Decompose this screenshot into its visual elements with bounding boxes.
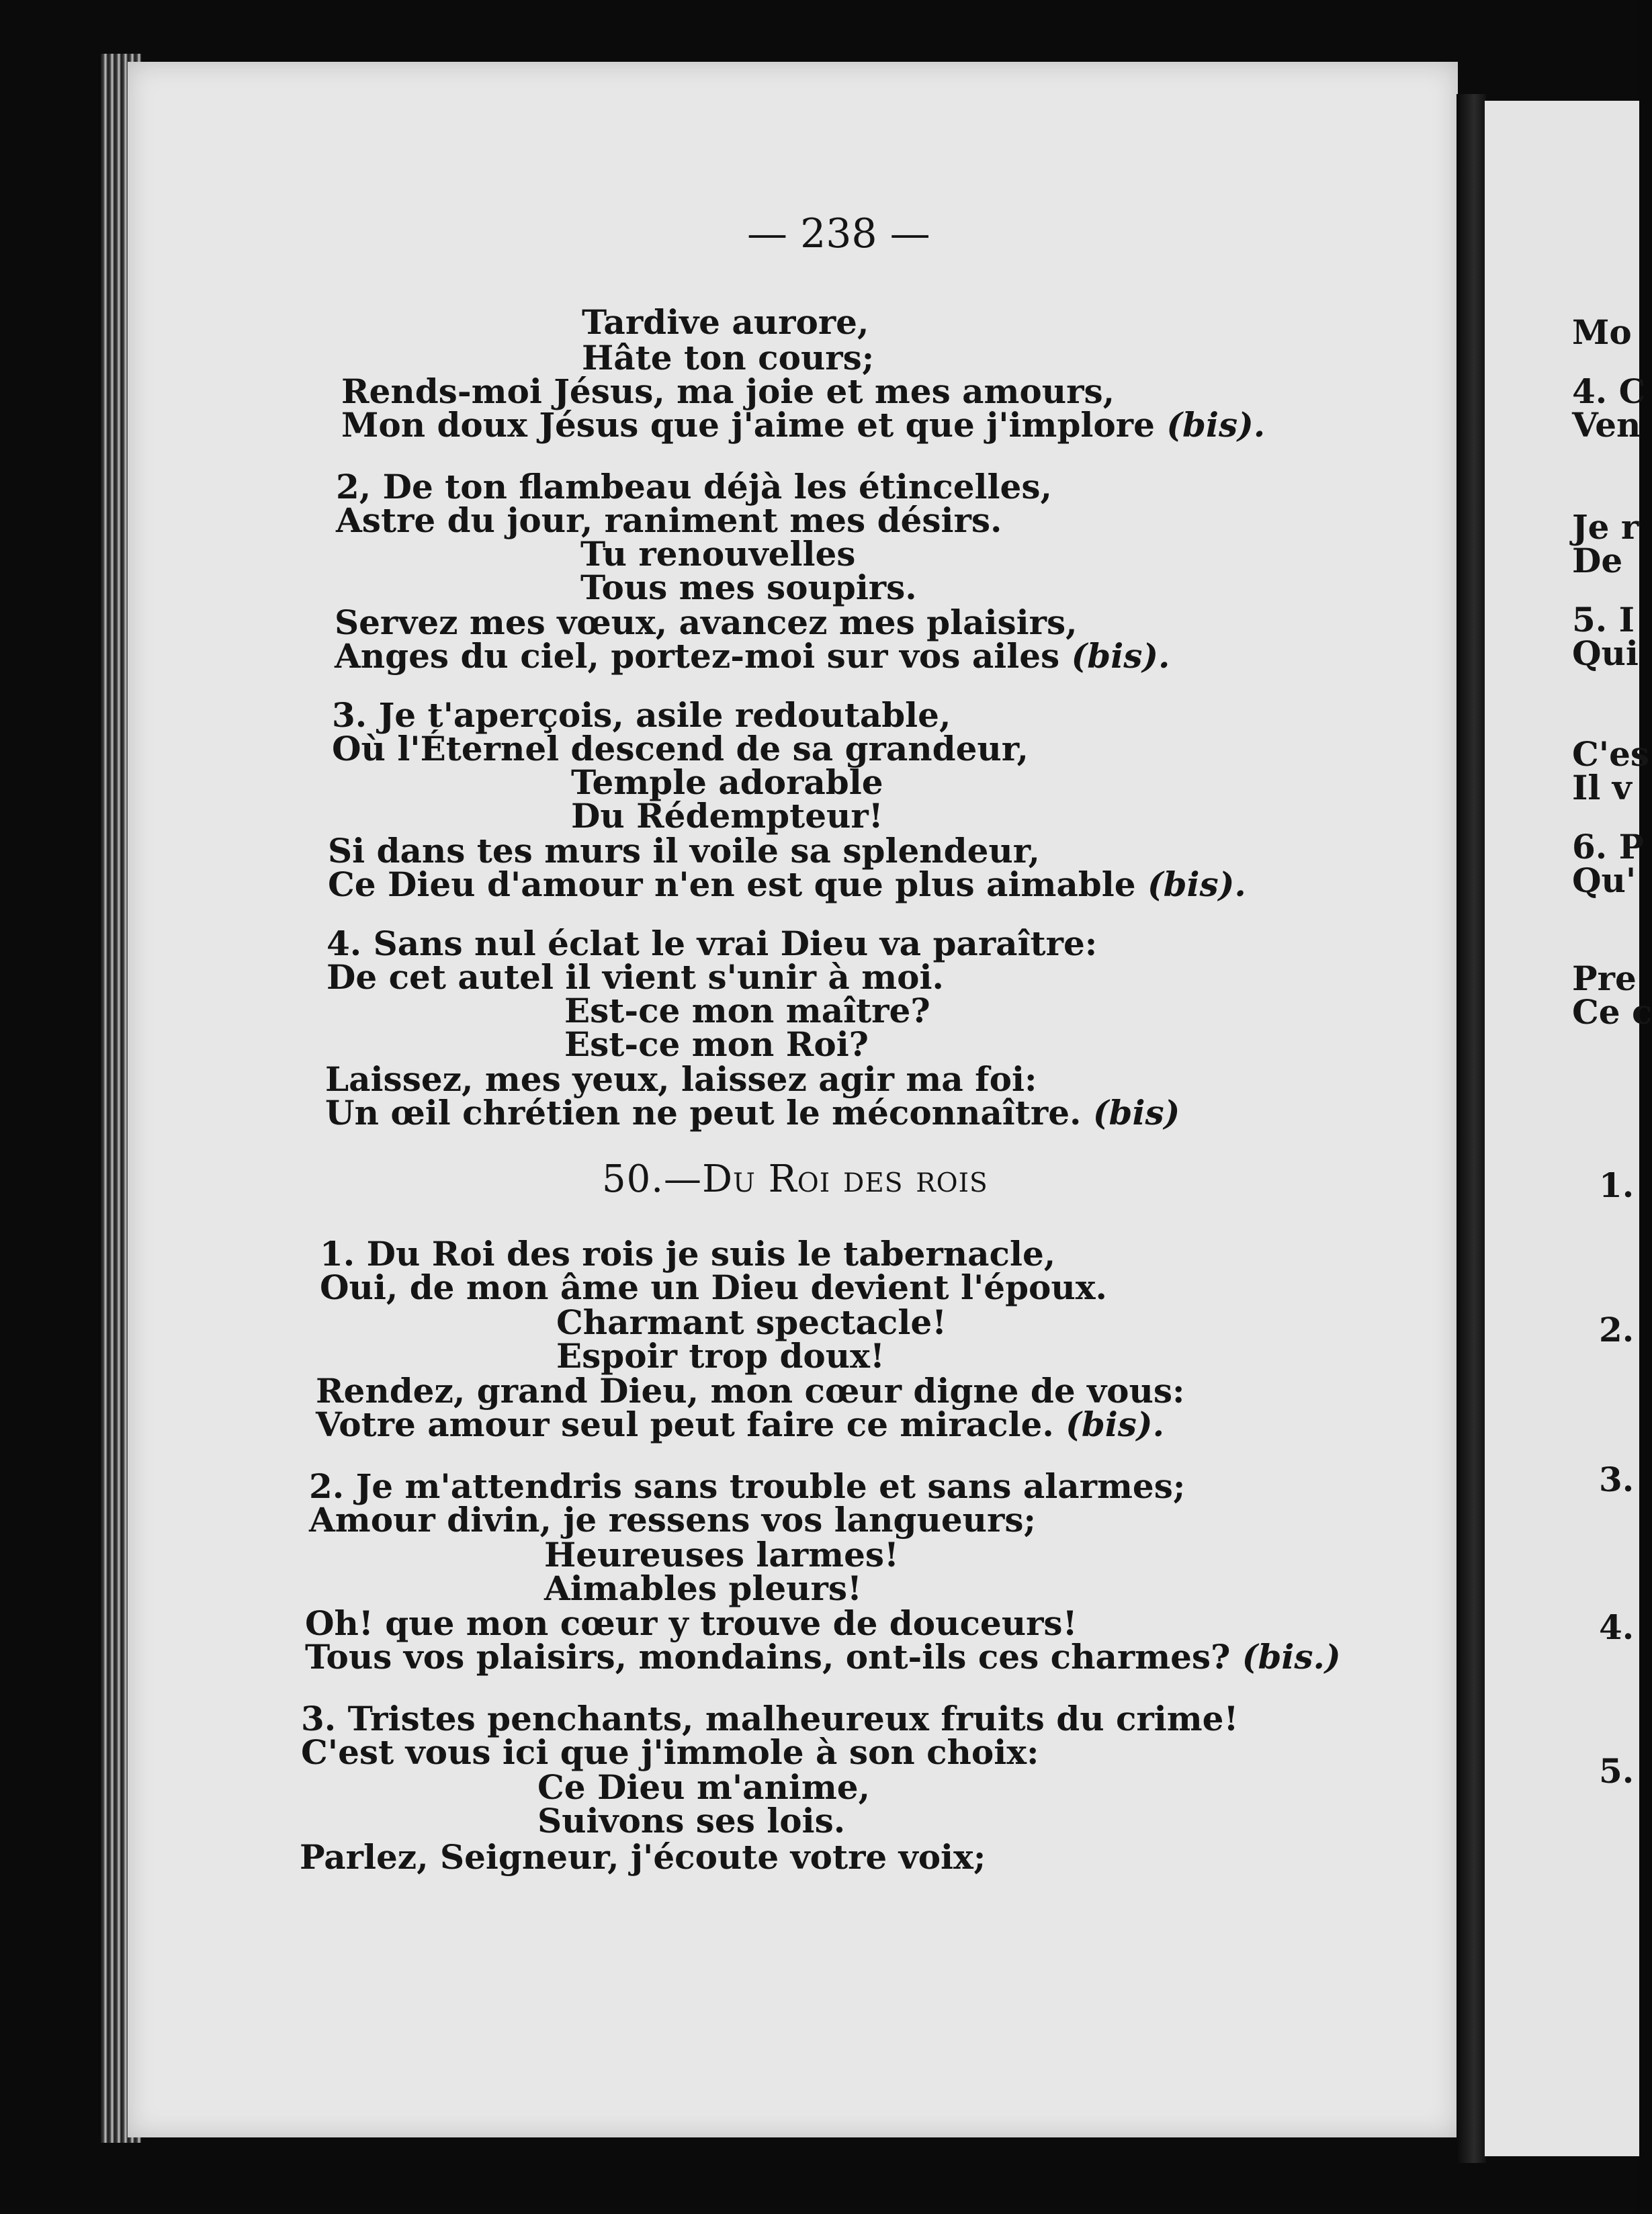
bis-marker: (bis.)	[1242, 1637, 1341, 1677]
facing-fragment: Mo	[1572, 312, 1632, 352]
facing-fragment: 1.	[1599, 1165, 1635, 1205]
verse-line: 4. Sans nul éclat le vrai Dieu va paraître:	[327, 924, 1098, 963]
verse-line: Du Rédempteur!	[571, 796, 883, 836]
facing-fragment: Qui	[1572, 633, 1639, 673]
verse-line: Ce Dieu m'anime,	[537, 1767, 871, 1807]
verse-line: Oh! que mon cœur y trouve de douceurs!	[305, 1603, 1078, 1643]
hymn-heading	[602, 1157, 988, 1201]
facing-fragment: 4.	[1599, 1607, 1635, 1647]
verse-line	[328, 865, 1246, 904]
facing-fragment: 4. C	[1572, 371, 1646, 411]
facing-fragment: 2.	[1599, 1310, 1635, 1349]
facing-fragment: Ce c	[1572, 992, 1652, 1032]
verse-line: Amour divin, je ressens vos langueurs;	[309, 1500, 1036, 1540]
verse-line: 1. Du Roi des rois je suis le tabernacle,	[320, 1234, 1056, 1274]
verse-line: Si dans tes murs il voile sa splendeur,	[328, 831, 1040, 871]
verse-line: Suivons ses lois.	[537, 1801, 846, 1841]
verse-text: Tous vos plaisirs, mondains, ont-ils ces charmes?	[305, 1637, 1231, 1677]
verse-line: Rends-moi Jésus, ma joie et mes amours,	[341, 371, 1115, 411]
verse-line: Servez mes vœux, avancez mes plaisirs,	[335, 603, 1078, 642]
verse-line: 3. Tristes penchants, malheureux fruits du crime!	[301, 1699, 1239, 1738]
facing-fragment: De	[1572, 541, 1623, 580]
verse-line	[305, 1637, 1341, 1677]
bis-marker: (bis).	[1071, 636, 1170, 676]
verse-line	[325, 1093, 1180, 1133]
hymn-number: 50.—	[602, 1157, 703, 1201]
verse-line: De cet autel il vient s'unir à moi.	[327, 957, 944, 997]
verse-line: Tu renouvelles	[580, 534, 856, 574]
verse-line: Charmant spectacle!	[556, 1302, 947, 1342]
bis-marker: (bis).	[1066, 1405, 1164, 1444]
verse-line: 2. Je m'attendris sans trouble et sans alarmes;	[309, 1466, 1186, 1506]
page-number: — 238 —	[747, 210, 930, 257]
verse-line: Temple adorable	[571, 762, 883, 802]
facing-fragment: Je r	[1572, 507, 1639, 547]
verse-line: C'est vous ici que j'immole à son choix:	[301, 1732, 1039, 1772]
verse-line	[341, 405, 1266, 445]
facing-fragment: Qu'	[1572, 860, 1637, 900]
verse-line: 2, De ton flambeau déjà les étincelles,	[336, 467, 1052, 506]
verse-line: Oui, de mon âme un Dieu devient l'époux.	[320, 1268, 1107, 1307]
bis-marker: (bis).	[1166, 405, 1266, 445]
verse-line	[335, 636, 1170, 676]
verse-line: 3. Je t'aperçois, asile redoutable,	[332, 695, 951, 735]
facing-fragment: C'es	[1572, 734, 1650, 774]
verse-text: Un œil chrétien ne peut le méconnaître.	[325, 1093, 1082, 1133]
verse-line: Heureuses larmes!	[544, 1535, 899, 1575]
verse-line: Où l'Éternel descend de sa grandeur,	[332, 729, 1029, 768]
verse-text: Ce Dieu d'amour n'en est que plus aimable	[328, 865, 1136, 904]
verse-line: Tous mes soupirs.	[580, 568, 917, 607]
verse-line: Espoir trop doux!	[556, 1336, 885, 1376]
facing-fragment: 6. P	[1572, 827, 1645, 867]
verse-line	[316, 1405, 1164, 1444]
verse-line: Est-ce mon maître?	[564, 991, 930, 1030]
bis-marker: (bis).	[1147, 865, 1246, 904]
verse-line: Tardive aurore,	[582, 302, 869, 342]
verse-text: Mon doux Jésus que j'aime et que j'implore	[341, 405, 1155, 445]
facing-fragment: Il v	[1572, 768, 1632, 807]
verse-line: Hâte ton cours;	[582, 338, 875, 378]
verse-line: Parlez, Seigneur, j'écoute votre voix;	[300, 1837, 986, 1877]
verse-line: Laissez, mes yeux, laissez agir ma foi:	[325, 1059, 1037, 1099]
facing-fragment: 5.	[1599, 1751, 1635, 1791]
bis-marker: (bis)	[1092, 1093, 1180, 1133]
verse-line: Est-ce mon Roi?	[564, 1024, 869, 1064]
verse-line: Aimables pleurs!	[544, 1568, 862, 1608]
facing-fragment: Pre	[1572, 959, 1637, 998]
facing-fragment: 5. I	[1572, 600, 1635, 639]
facing-fragment: 3.	[1599, 1460, 1635, 1499]
verse-text: Anges du ciel, portez-moi sur vos ailes	[335, 636, 1060, 676]
verse-line: Astre du jour, raniment mes désirs.	[336, 500, 1002, 540]
verse-text: Votre amour seul peut faire ce miracle.	[316, 1405, 1054, 1444]
facing-fragment: Ven	[1572, 405, 1641, 445]
hymn-title: Du Roi des rois	[702, 1157, 988, 1201]
verse-line: Rendez, grand Dieu, mon cœur digne de vous:	[316, 1371, 1185, 1411]
page-gutter	[1457, 94, 1486, 2163]
